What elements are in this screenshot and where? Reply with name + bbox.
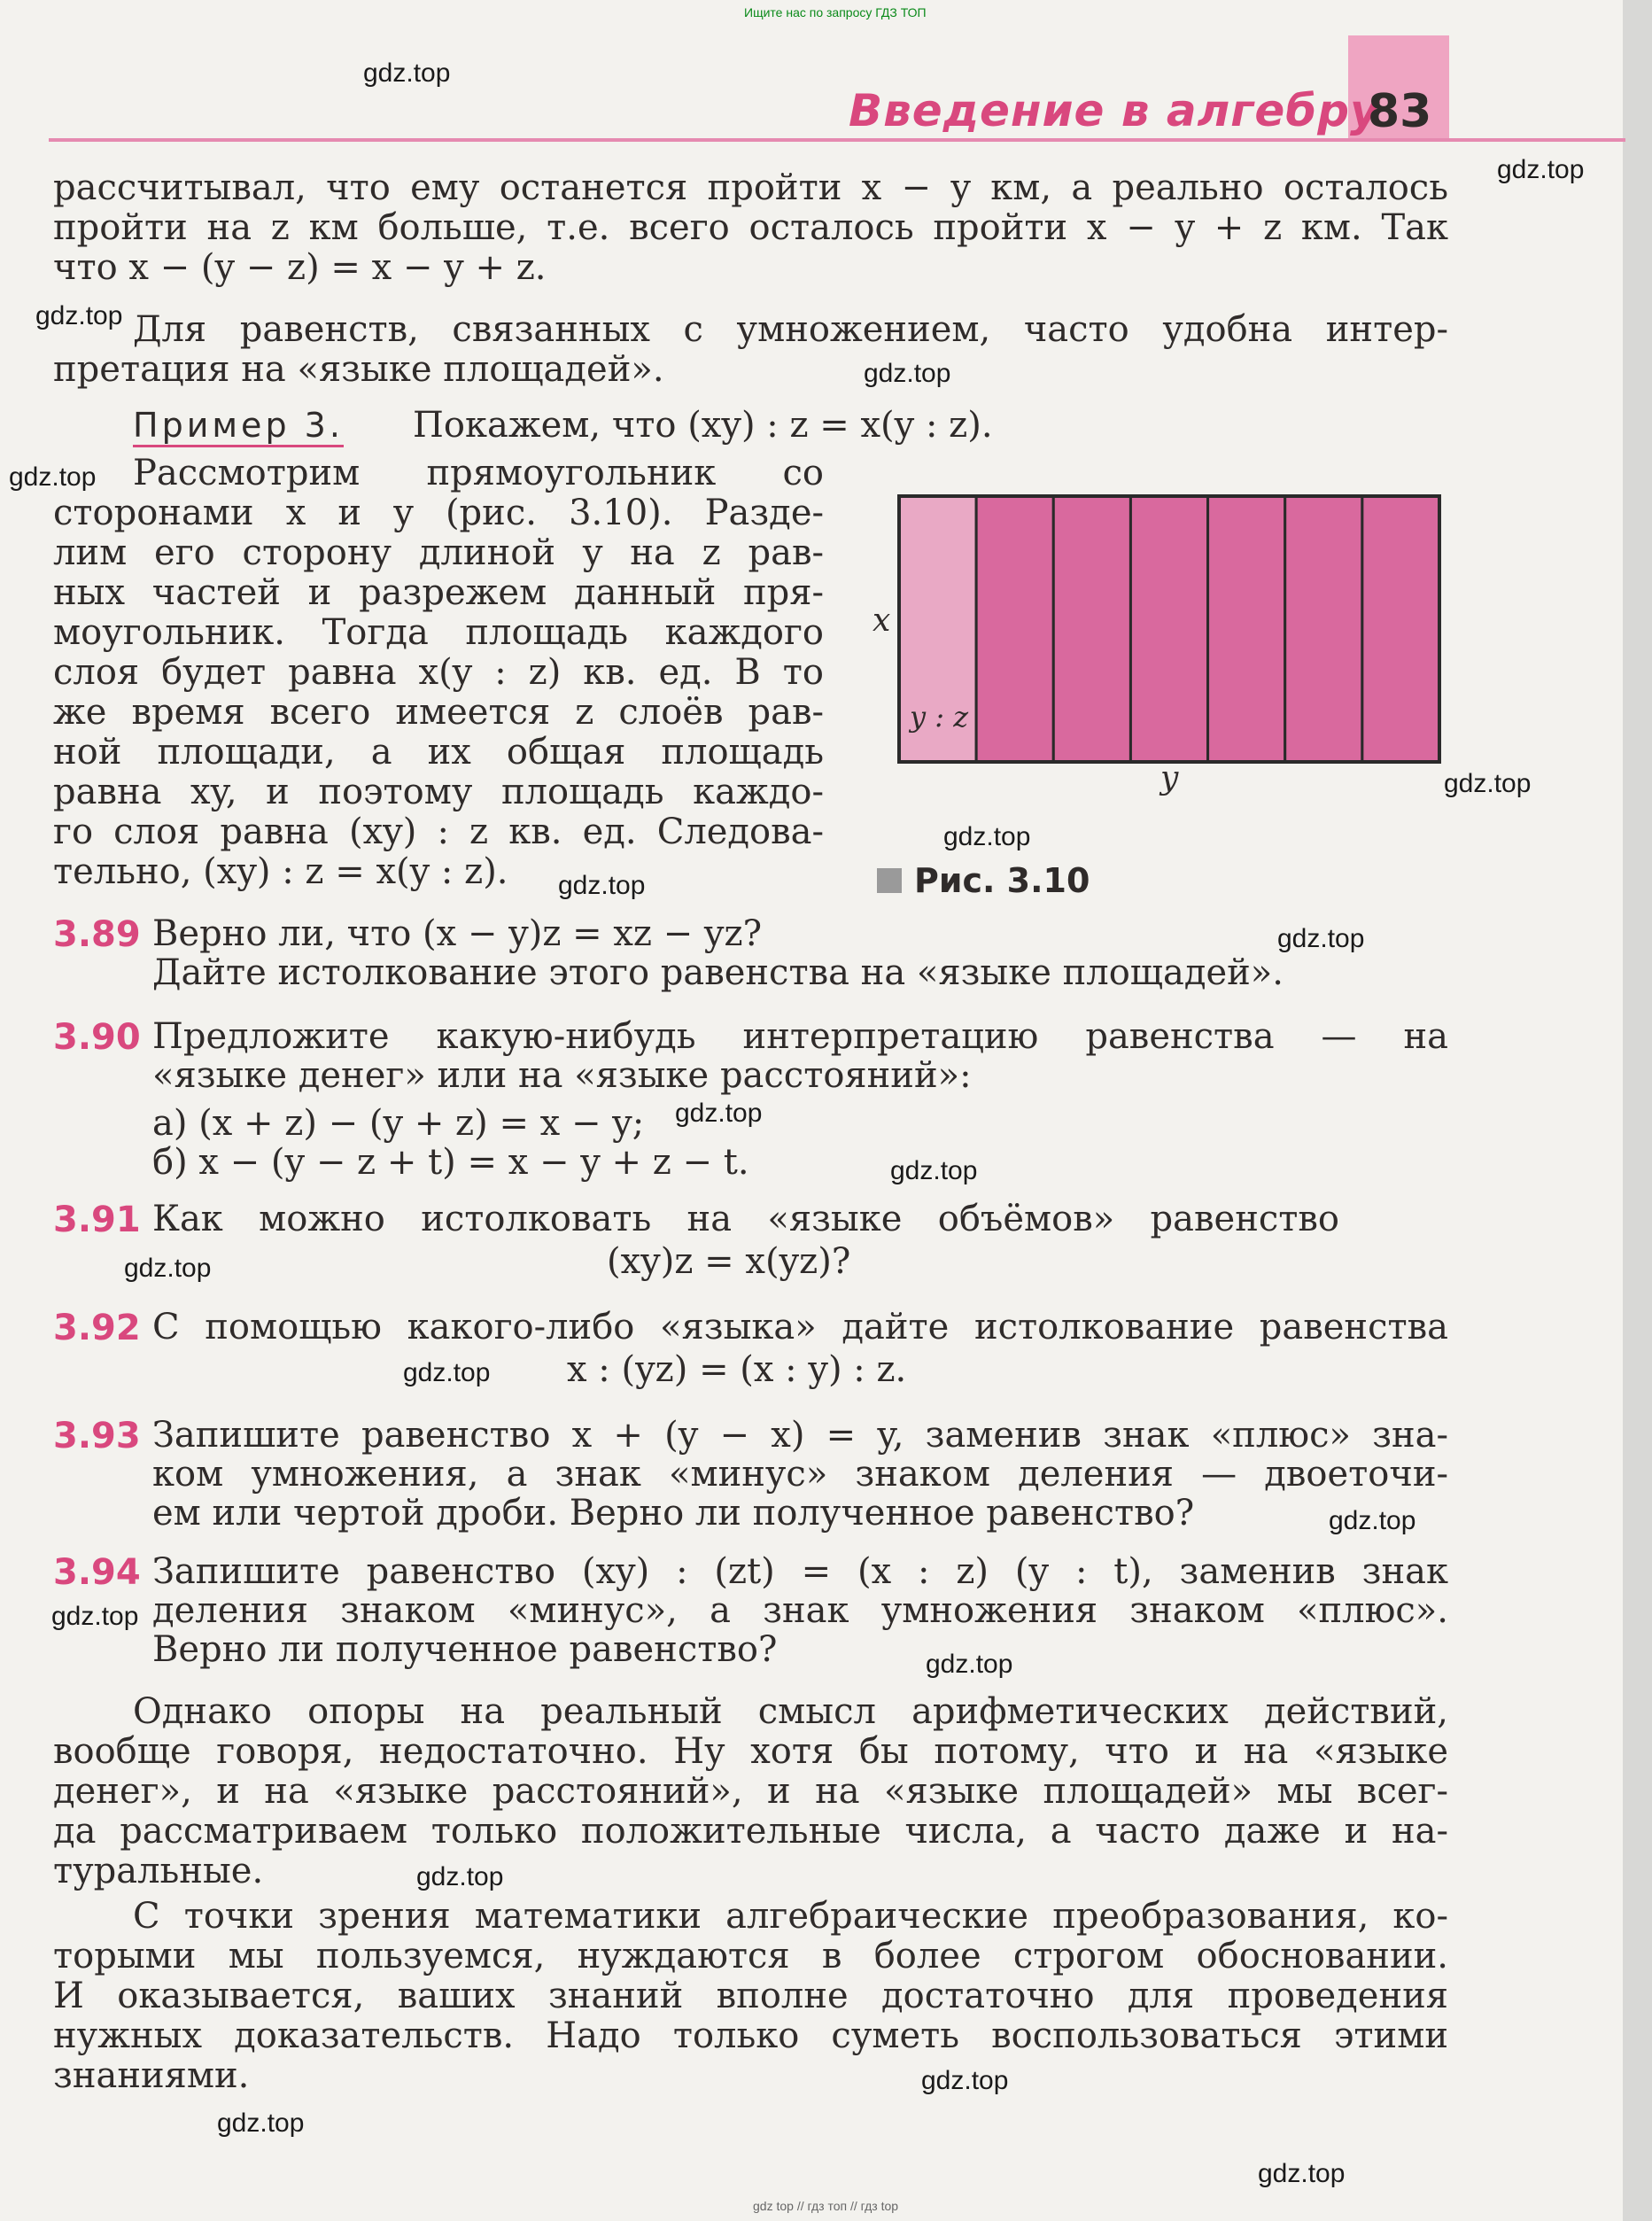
watermark: gdz.top (921, 2066, 1009, 2095)
example-line: Рассмотрим прямоугольник со (133, 453, 824, 493)
exercise-line: «языке денег» или на «языке расстояний»: (152, 1055, 972, 1096)
watermark: gdz.top (416, 1862, 504, 1891)
watermark: gdz.top (35, 301, 123, 330)
exercise-line: С помощью какого-либо «языка» дайте истолкование равенства (152, 1307, 1448, 1347)
caption-square-icon (877, 868, 902, 893)
example-line: моугольник. Тогда площадь каждого (53, 612, 824, 653)
watermark: gdz.top (943, 822, 1031, 851)
figure-label-y: y (1160, 760, 1179, 796)
watermark: gdz.top (926, 1650, 1013, 1679)
figure-label-slice: y : z (910, 700, 969, 734)
areas-line-2: претация на «языке площадей». (53, 349, 664, 390)
watermark: gdz.top (9, 462, 97, 492)
figure-strip (1053, 496, 1130, 762)
example-line: тельно, (xy) : z = x(y : z). (53, 851, 508, 892)
watermark: gdz.top (890, 1156, 978, 1185)
exercise-number: 3.90 (53, 1017, 141, 1058)
exercise-number: 3.91 (53, 1200, 141, 1240)
intro-line-2: пройти на z км больше, т.е. всего осталось пройти x − y + z км. Так (53, 207, 1448, 248)
closing-line: нужных доказательств. Надо только суметь воспользоваться этими (53, 2015, 1448, 2056)
exercise-line: а) (x + z) − (y + z) = x − y; (152, 1103, 645, 1144)
exercise-line: б) x − (y − z + t) = x − y + z − t. (152, 1142, 749, 1183)
watermark: gdz.top (363, 58, 451, 88)
watermark: gdz.top (675, 1099, 763, 1128)
watermark: gdz.top (403, 1358, 491, 1387)
closing-line: торыми мы пользуемся, нуждаются в более строгом обосновании. (53, 1936, 1448, 1976)
exercise-line: Верно ли полученное равенство? (152, 1629, 778, 1670)
closing-line: туральные. (53, 1851, 264, 1891)
top-search-note: Ищите нас по запросу ГДЗ ТОП (744, 5, 927, 19)
exercise-number: 3.93 (53, 1416, 141, 1456)
watermark: gdz.top (1258, 2159, 1346, 2188)
header-rule (49, 138, 1625, 142)
watermark: gdz.top (1329, 1506, 1416, 1535)
exercise-line: деления знаком «минус», а знак умножения знаком «плюс». (152, 1590, 1448, 1631)
exercise-line: Как можно истолковать на «языке объёмов» равенство (152, 1199, 1339, 1239)
exercise-line: ем или чертой дроби. Верно ли полученное равенство? (152, 1493, 1195, 1534)
watermark: gdz.top (1497, 155, 1585, 184)
page-number: 83 (1368, 85, 1432, 138)
chapter-title: Введение в алгебру (849, 85, 1380, 136)
closing-line: да рассматриваем только положительные числа, а часто даже и на- (53, 1811, 1448, 1852)
closing-line: И оказывается, ваших знаний вполне достаточно для проведения (53, 1976, 1448, 2016)
exercise-number: 3.92 (53, 1308, 141, 1348)
closing-line: знаниями. (53, 2055, 250, 2096)
figure-strip (1285, 496, 1362, 762)
closing-line: С точки зрения математики алгебраические преобразования, ко- (133, 1896, 1448, 1937)
figure-caption: Рис. 3.10 (914, 861, 1090, 900)
figure-label-x: x (873, 602, 891, 639)
watermark: gdz.top (51, 1602, 139, 1631)
watermark: gdz.top (558, 871, 646, 900)
closing-line: Однако опоры на реальный смысл арифметических действий, (133, 1691, 1448, 1732)
exercise-number: 3.94 (53, 1552, 141, 1593)
areas-line-1: Для равенств, связанных с умножением, часто удобна интер- (133, 309, 1448, 350)
closing-text (53, 1692, 1448, 2096)
closing-line: вообще говоря, недостаточно. Ну хотя бы потому, что и на «языке (53, 1731, 1448, 1772)
exercise-line: Дайте истолкование этого равенства на «языке площадей». (152, 952, 1284, 993)
watermark: gdz.top (217, 2108, 305, 2138)
example-text (53, 454, 824, 892)
example-line: слоя будет равна x(y : z) кв. ед. В то (53, 652, 824, 693)
exercise-number: 3.89 (53, 914, 141, 955)
intro-line-3: что x − (y − z) = x − y + z. (53, 247, 547, 288)
example-line: ной площади, а их общая площадь (53, 732, 824, 773)
watermark: gdz.top (1444, 769, 1532, 798)
watermark: gdz.top (124, 1254, 212, 1283)
exercise-line: ком умножения, а знак «минус» знаком деления — двоеточи- (152, 1454, 1448, 1495)
figure-strips (899, 496, 1439, 762)
exercise-line: Предложите какую-нибудь интерпретацию равенства — на (152, 1016, 1448, 1057)
bottom-footer-note: gdz top // гдз топ // гдз top (753, 2199, 899, 2213)
watermark: gdz.top (864, 359, 951, 388)
exercise-line: x : (yz) = (x : y) : z. (567, 1349, 907, 1390)
example-label: Пример 3. (133, 406, 344, 447)
closing-line: денег», и на «языке расстояний», и на «языке площадей» мы всег- (53, 1771, 1448, 1812)
example-line: ных частей и разрежем данный пря- (53, 572, 824, 613)
exercise-line: Запишите равенство (xy) : (zt) = (x : z) (y : t), заменив знак (152, 1551, 1448, 1592)
exercise-line: Верно ли, что (x − y)z = xz − yz? (152, 913, 763, 954)
example-statement: Покажем, что (xy) : z = x(y : z). (413, 405, 993, 446)
exercise-line: Запишите равенство x + (y − x) = y, заменив знак «плюс» зна- (152, 1415, 1448, 1456)
figure-strip (1208, 496, 1285, 762)
example-line: лим его сторону длиной y на z рав- (53, 532, 824, 573)
intro-line-1: рассчитывал, что ему останется пройти x − y км, а реально осталось (53, 167, 1448, 208)
figure-strip (1130, 496, 1207, 762)
example-line: го слоя равна (xy) : z кв. ед. Следова- (53, 812, 824, 852)
example-line: равна xy, и поэтому площадь каждо- (53, 772, 824, 812)
exercise-line: (xy)z = x(yz)? (607, 1241, 851, 1282)
example-heading (133, 406, 381, 446)
example-line: сторонами x и y (рис. 3.10). Разде- (53, 493, 824, 533)
example-line: же время всего имеется z слоёв рав- (53, 692, 824, 733)
watermark: gdz.top (1277, 924, 1365, 953)
page-edge (1623, 0, 1652, 2221)
figure-strip (976, 496, 1053, 762)
figure-strip (1362, 496, 1439, 762)
